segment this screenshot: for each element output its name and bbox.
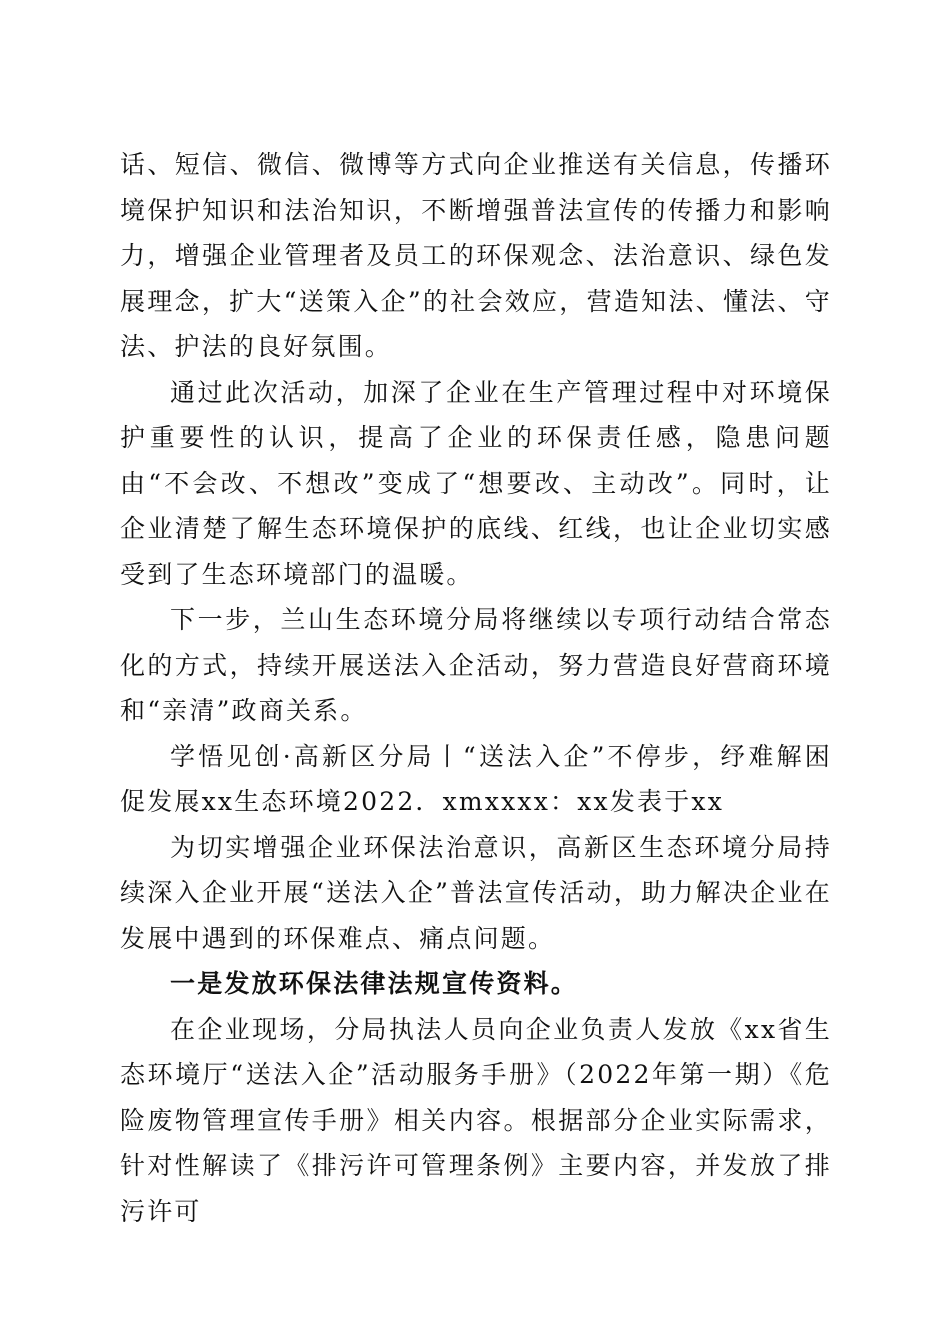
paragraph-activity-result: 通过此次活动，加深了企业在生产管理过程中对环境保护重要性的认识，提高了企业的环保责任感，隐患问题由“不会改、不想改”变成了“想要改、主动改”。同时，让企业清楚了解生态环境保护的底线、红线，也让企业切实感受到了生态环境部门的温暖。 (120, 377, 832, 589)
paragraph-onsite-distribution: 在企业现场，分局执法人员向企业负责人发放《xx省生态环境厅“送法入企”活动服务手册》（2022年第一期）《危险废物管理宣传手册》相关内容。根据部分企业实际需求，针对性解读了《排污许可管理条例》主要内容，并发放了排污许可 (120, 1014, 832, 1226)
paragraph-next-step: 下一步，兰山生态环境分局将继续以专项行动结合常态化的方式，持续开展送法入企活动，努力营造良好营商环境和“亲清”政商关系。 (120, 605, 832, 725)
paragraph-introduction: 为切实增强企业环保法治意识，高新区生态环境分局持续深入企业开展“送法入企”普法宣传活动，助力解决企业在发展中遇到的环保难点、痛点问题。 (120, 832, 832, 953)
paragraph-article-title: 学悟见创·高新区分局丨“送法入企”不停步，纾难解困促发展xx生态环境2022．xmxxxx：xx发表于xx (120, 741, 832, 816)
document-body (120, 142, 832, 1234)
paragraph-continuation: 话、短信、微信、微博等方式向企业推送有关信息，传播环境保护知识和法治知识，不断增强普法宣传的传播力和影响力，增强企业管理者及员工的环保观念、法治意识、绿色发展理念，扩大“送策入企”的社会效应，营造知法、懂法、守法、护法的良好氛围。 (120, 150, 832, 361)
section-heading-distribute-materials: 一是发放环保法律法规宣传资料。 (170, 969, 579, 998)
